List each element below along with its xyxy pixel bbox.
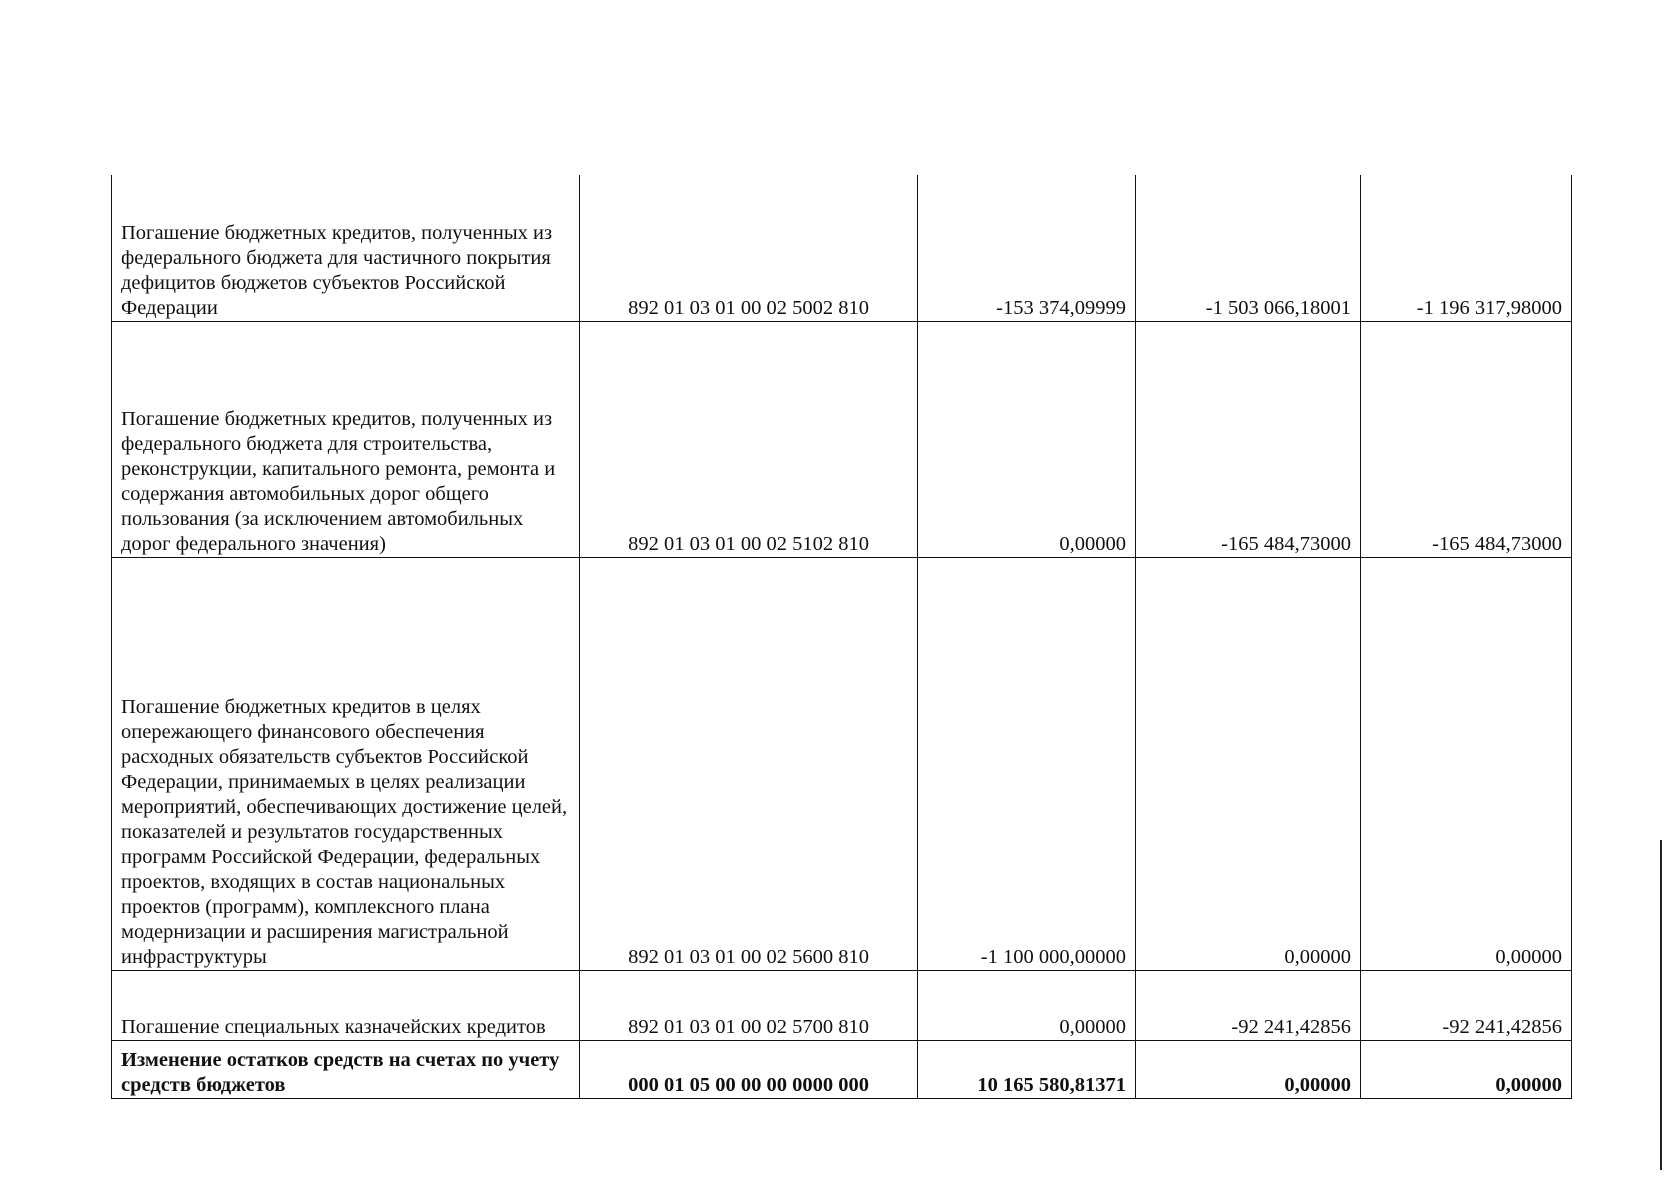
row-code: 892 01 03 01 00 02 5700 810 [580,970,918,1040]
row-name: Погашение специальных казначейских кредитов [112,970,580,1040]
row-value-3: -165 484,73000 [1361,321,1572,557]
row-value-3: -1 196 317,98000 [1361,175,1572,321]
row-value-1: 0,00000 [918,321,1136,557]
row-name: Погашение бюджетных кредитов в целях опережающего финансового обеспечения расходных обязательств субъектов Российской Федерации, принимаемых в целях реализации мероприятий, обеспечивающих достижение целей, показателей и результатов государственных программ Российской Федерации, федеральных проектов, входящих в состав национальных проектов (программ), комплексного плана модернизации и расширения магистральной инфраструктуры [112,557,580,970]
row-value-1: -153 374,09999 [918,175,1136,321]
row-code: 892 01 03 01 00 02 5002 810 [580,175,918,321]
row-code: 000 01 05 00 00 00 0000 000 [580,1040,918,1098]
table-row [112,321,1572,557]
table-row-total [112,1040,1572,1098]
row-name: Погашение бюджетных кредитов, полученных из федерального бюджета для частичного покрытия дефицитов бюджетов субъектов Российской Федерации [112,175,580,321]
row-value-2: -1 503 066,18001 [1136,175,1361,321]
row-name: Погашение бюджетных кредитов, полученных из федерального бюджета для строительства, реконструкции, капитального ремонта, ремонта и содержания автомобильных дорог общего пользования (за исключением автомобильных дорог федерального значения) [112,321,580,557]
row-value-3: 0,00000 [1361,557,1572,970]
row-value-1: 0,00000 [918,970,1136,1040]
row-value-2: -92 241,42856 [1136,970,1361,1040]
row-value-2: 0,00000 [1136,557,1361,970]
scan-edge-line [1660,840,1662,1170]
row-value-3: 0,00000 [1361,1040,1572,1098]
row-value-2: -165 484,73000 [1136,321,1361,557]
row-name: Изменение остатков средств на счетах по учету средств бюджетов [112,1040,580,1098]
table-row [112,175,1572,321]
row-code: 892 01 03 01 00 02 5102 810 [580,321,918,557]
row-value-1: 10 165 580,81371 [918,1040,1136,1098]
table-row [112,557,1572,970]
budget-table [111,175,1572,1099]
row-value-3: -92 241,42856 [1361,970,1572,1040]
row-value-2: 0,00000 [1136,1040,1361,1098]
row-value-1: -1 100 000,00000 [918,557,1136,970]
table-row [112,970,1572,1040]
budget-table-container [111,175,1571,1099]
row-code: 892 01 03 01 00 02 5600 810 [580,557,918,970]
